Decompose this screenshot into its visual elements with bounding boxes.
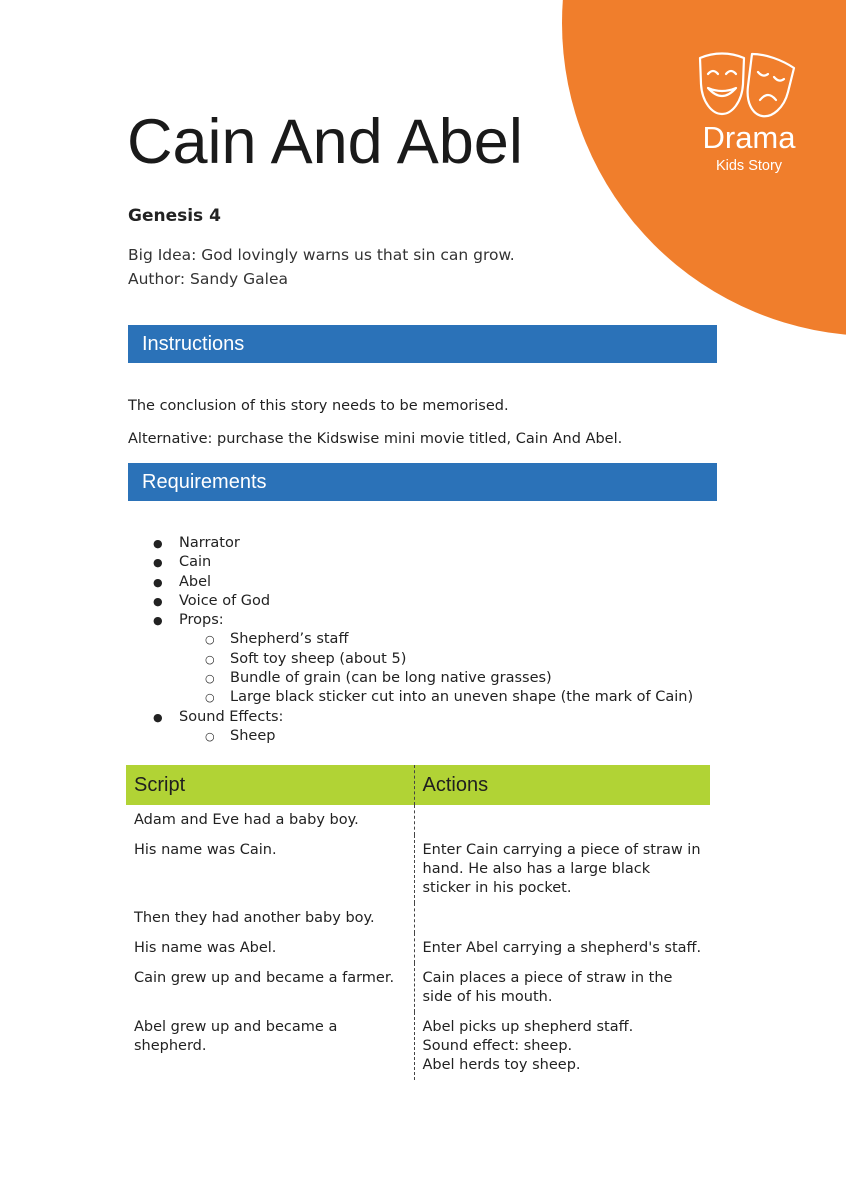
requirement-label: Props:: [179, 612, 224, 629]
script-line: Cain grew up and became a farmer.: [126, 963, 414, 1012]
action-line: Enter Cain carrying a piece of straw in hand. He also has a large black sticker in his pocket.: [422, 842, 701, 896]
script-row: [126, 933, 710, 963]
brand-subtitle: Kids Story: [715, 158, 783, 174]
instruction-line: The conclusion of this story needs to be memorised.: [128, 398, 509, 414]
requirement-subitem-label: Large black sticker cut into an uneven shape (the mark of Cain): [230, 689, 694, 706]
requirement-subitem: [128, 727, 693, 746]
requirement-subitem: [128, 650, 693, 669]
bullet-icon: ●: [153, 710, 163, 724]
bullet-icon: ●: [153, 594, 163, 608]
script-row: [126, 805, 710, 835]
instruction-line: Alternative: purchase the Kidswise mini movie titled, Cain And Abel.: [128, 431, 623, 447]
requirement-subitem: [128, 688, 693, 707]
script-table-header: [126, 765, 710, 805]
action-line: Cain places a piece of straw in the side of his mouth.: [422, 970, 673, 1005]
requirements-heading: Requirements: [128, 463, 717, 501]
scripture-reference: Genesis 4: [128, 206, 221, 226]
script-table: [126, 765, 710, 1080]
brand-name: Drama: [702, 120, 796, 155]
script-row: [126, 835, 710, 903]
requirement-item: [128, 573, 693, 592]
requirement-subitem: [128, 669, 693, 688]
action-line: Abel picks up shepherd staff. Sound effect: sheep. Abel herds toy sheep.: [422, 1019, 634, 1073]
requirement-subitem-label: Soft toy sheep (about 5): [230, 650, 407, 667]
requirement-item: [128, 534, 693, 553]
action-line: [414, 805, 710, 835]
requirement-subitem: [128, 630, 693, 649]
script-row: [126, 903, 710, 933]
sub-bullet-icon: ○: [205, 729, 215, 743]
requirements-list: [128, 534, 693, 746]
action-line: [414, 903, 710, 933]
bullet-icon: ●: [153, 575, 163, 589]
requirement-label: Abel: [179, 573, 212, 590]
requirement-label: Sound Effects:: [179, 708, 284, 725]
sub-bullet-icon: ○: [205, 633, 215, 647]
script-line: His name was Cain.: [126, 835, 414, 903]
instructions-heading: Instructions: [128, 325, 717, 363]
theatre-masks-icon: [696, 50, 800, 120]
actions-column-header: Actions: [414, 765, 710, 805]
requirement-item: [128, 611, 693, 630]
requirement-item: [128, 592, 693, 611]
bullet-icon: ●: [153, 537, 163, 550]
script-line: Then they had another baby boy.: [126, 903, 414, 933]
page-title: Cain And Abel: [127, 107, 523, 177]
script-row: [126, 963, 710, 1012]
script-column-header: Script: [126, 765, 414, 805]
requirement-subitem-label: Bundle of grain (can be long native grasses): [230, 670, 552, 687]
action-line: Enter Abel carrying a shepherd's staff.: [422, 940, 702, 956]
requirement-subitem-label: Sheep: [230, 727, 276, 744]
script-line: Abel grew up and became a shepherd.: [126, 1012, 414, 1080]
script-line: His name was Abel.: [126, 933, 414, 963]
requirement-item: [128, 553, 693, 572]
bullet-icon: ●: [153, 556, 163, 570]
big-idea: Big Idea: God lovingly warns us that sin can grow.: [128, 246, 515, 264]
author: Author: Sandy Galea: [128, 270, 289, 288]
sub-bullet-icon: ○: [205, 672, 215, 686]
sub-bullet-icon: ○: [205, 691, 215, 705]
requirement-label: Narrator: [179, 535, 240, 551]
bullet-icon: ●: [153, 614, 163, 628]
requirement-label: Cain: [179, 554, 212, 571]
requirement-item: [128, 708, 693, 727]
sub-bullet-icon: ○: [205, 652, 215, 666]
script-row: [126, 1012, 710, 1080]
requirement-subitem-label: Shepherd’s staff: [230, 631, 349, 648]
script-line: Adam and Eve had a baby boy.: [126, 805, 414, 835]
requirement-label: Voice of God: [179, 592, 271, 609]
